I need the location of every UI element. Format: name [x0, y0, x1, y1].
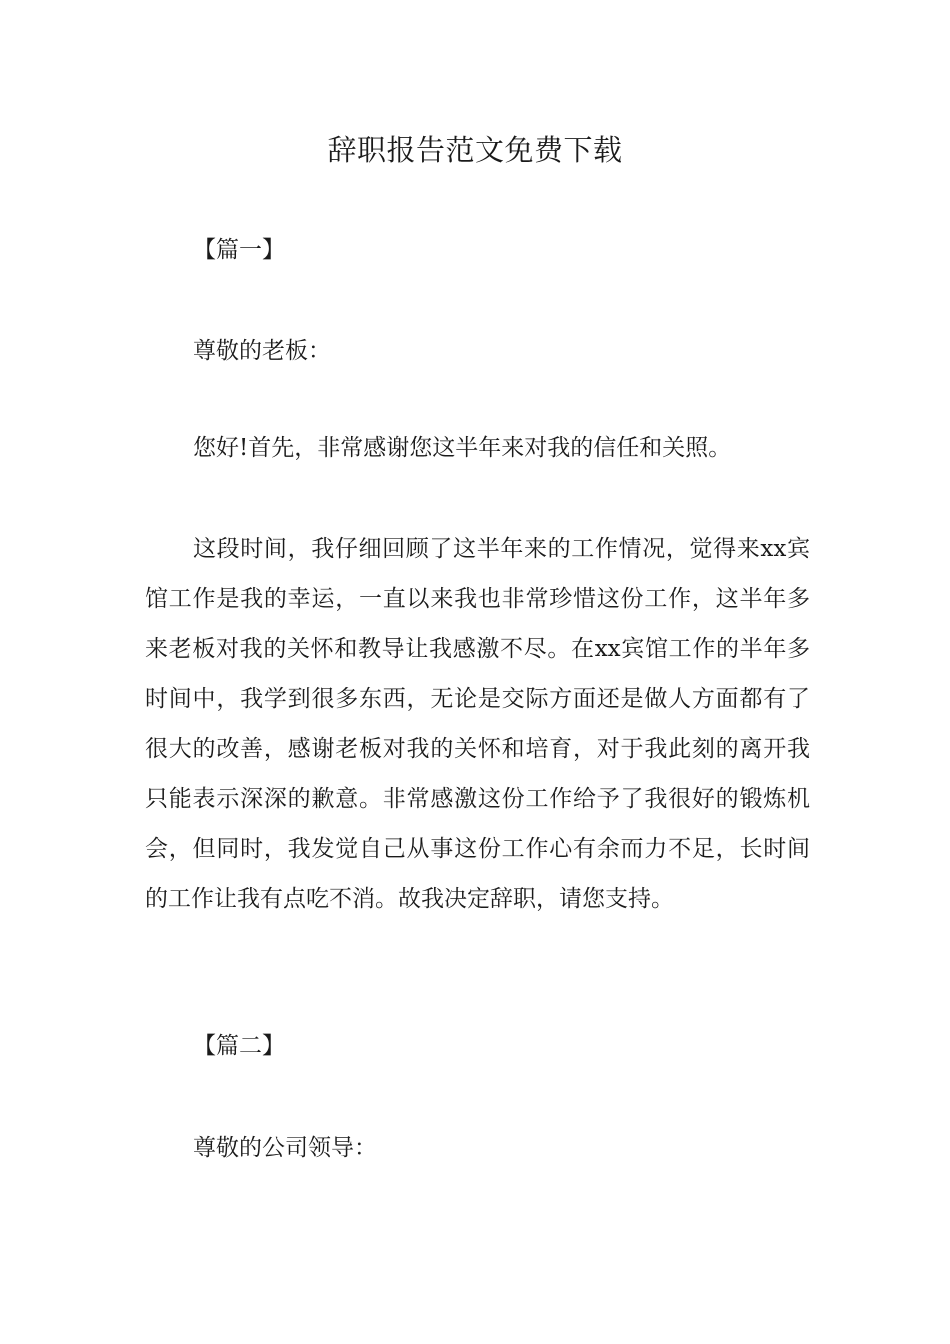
body-paragraph-1: 这段时间，我仔细回顾了这半年来的工作情况，觉得来xx宾馆工作是我的幸运，一直以来我也非常珍惜这份工作，这半年多来老板对我的关怀和教导让我感激不尽。在xx宾馆工作的半年多时间中，我学到很多东西，无论是交际方面还是做人方面都有了很大的改善，感谢老板对我的关怀和培育，对于我此刻的离开我只能表示深深的歉意。非常感激这份工作给予了我很好的锻炼机会，但同时，我发觉自己从事这份工作心有余而力不足，长时间的工作让我有点吃不消。故我决定辞职，请您支持。 [145, 536, 810, 912]
section-heading-2: 【篇二】 [193, 1033, 285, 1059]
salutation-2: 尊敬的公司领导： [193, 1135, 377, 1161]
salutation-1: 尊敬的老板： [193, 338, 331, 364]
document-title: 辞职报告范文免费下载 [327, 133, 623, 167]
section-heading-1: 【篇一】 [193, 237, 285, 263]
greeting-paragraph: 您好!首先，非常感谢您这半年来对我的信任和关照。 [193, 435, 732, 461]
